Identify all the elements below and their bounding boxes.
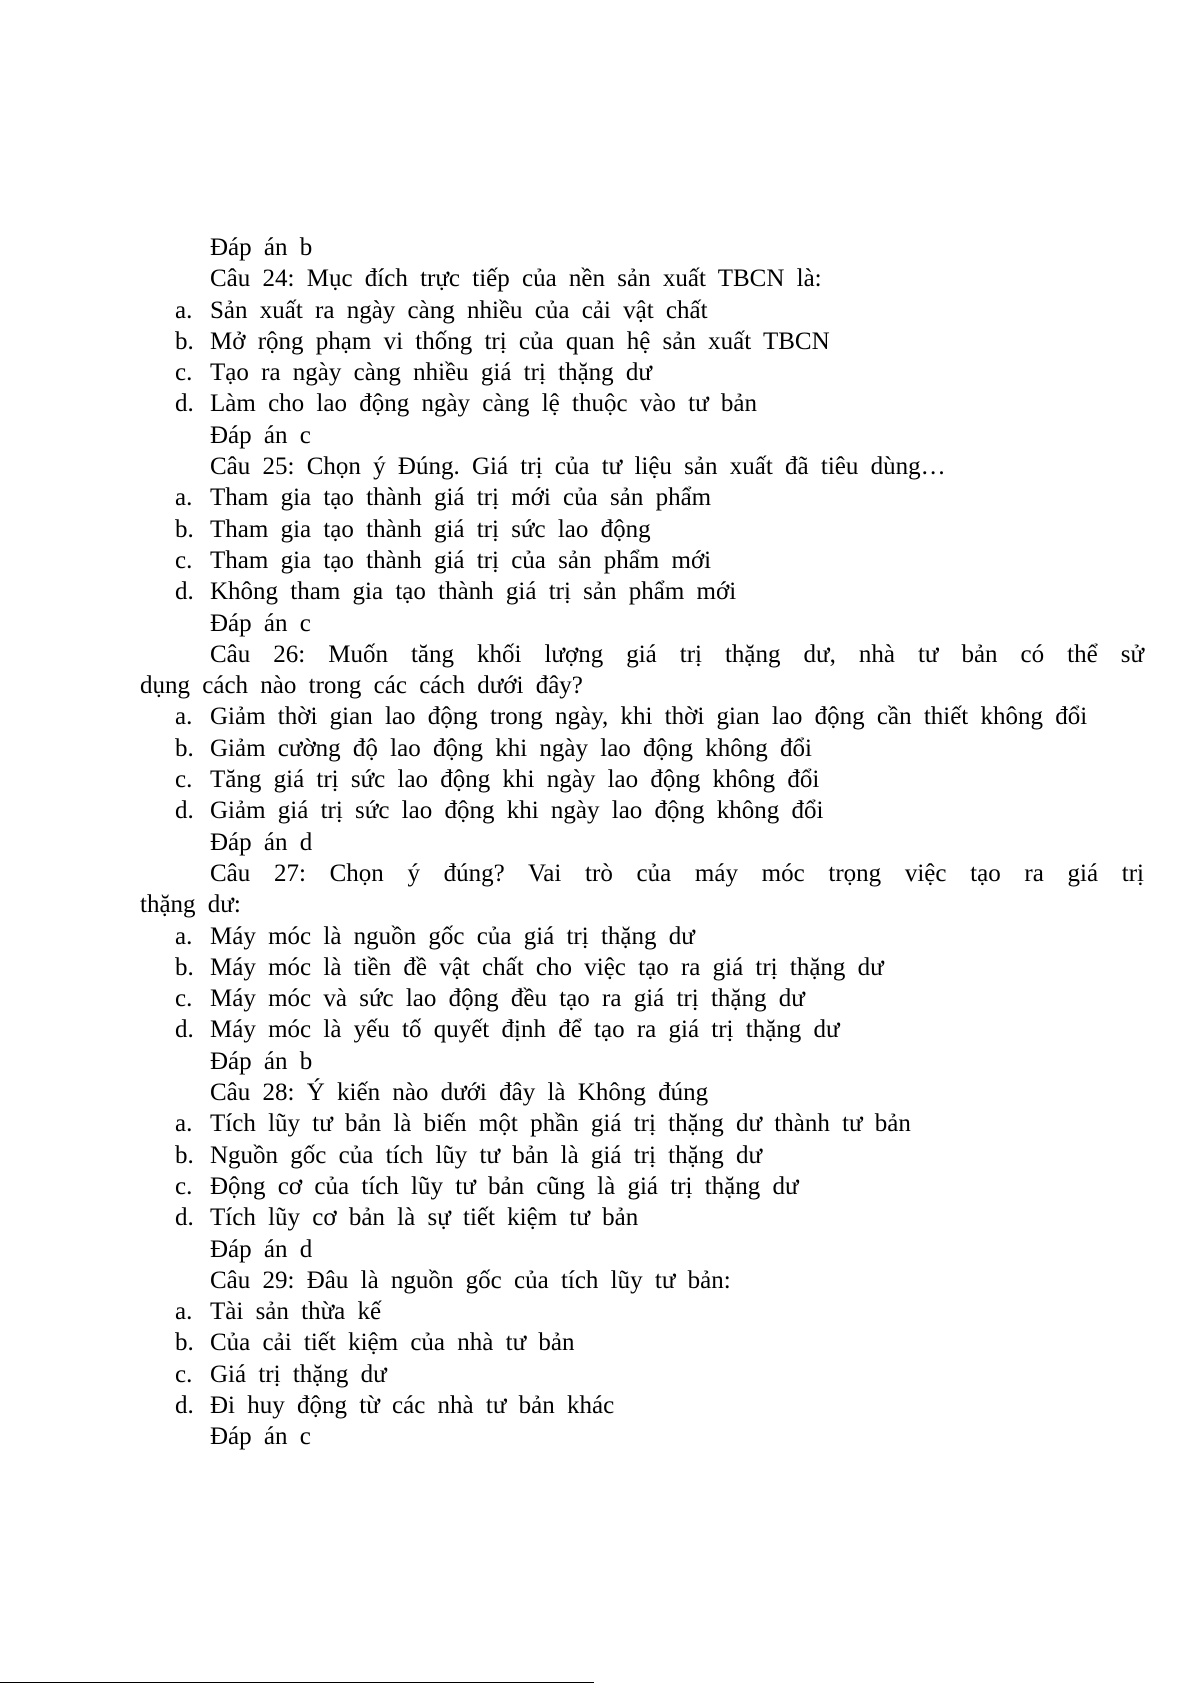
answer-line: Đáp án c	[210, 1423, 311, 1451]
option-marker: a.	[175, 484, 193, 512]
answer-line: Đáp án c	[210, 421, 311, 449]
answer-option	[140, 952, 1144, 983]
question-text: Câu 28: Ý kiến nào dưới đây là Không đúng	[210, 1079, 709, 1107]
answer-option	[140, 733, 1144, 764]
option-marker: d.	[175, 797, 194, 825]
option-text: Tích lũy tư bản là biến một phần giá trị thặng dư thành tư bản	[210, 1110, 911, 1138]
answer-option	[140, 1171, 1144, 1202]
answer-line: Đáp án b	[210, 234, 313, 261]
option-text: Máy móc là nguồn gốc của giá trị thặng dư	[210, 922, 695, 950]
option-marker: c.	[175, 546, 193, 574]
answer-option	[140, 357, 1144, 388]
option-text: Giảm thời gian lao động trong ngày, khi thời gian lao động cần thiết không đổi	[210, 703, 1088, 731]
answer-option	[140, 921, 1144, 952]
question-text: Câu 27: Chọn ý đúng? Vai trò của máy móc trọng việc tạo ra giá trị	[210, 859, 1144, 887]
document-body	[140, 232, 1144, 1453]
answer-option	[140, 795, 1144, 826]
option-marker: b.	[175, 953, 194, 981]
answer-option	[140, 1014, 1144, 1045]
option-marker: b.	[175, 1141, 194, 1169]
option-text: Sản xuất ra ngày càng nhiều của cải vật chất	[210, 296, 708, 324]
answer-option	[140, 326, 1144, 357]
option-marker: c.	[175, 985, 193, 1013]
option-text: Tăng giá trị sức lao động khi ngày lao động không đổi	[210, 766, 820, 794]
option-text: Đi huy động từ các nhà tư bản khác	[210, 1391, 615, 1419]
answer-option	[140, 1296, 1144, 1327]
option-text: Máy móc là tiền đề vật chất cho việc tạo ra giá trị thặng dư	[210, 953, 884, 981]
question-text: Câu 25: Chọn ý Đúng. Giá trị của tư liệu sản xuất đã tiêu dùng…	[210, 453, 946, 481]
option-marker: c.	[175, 1172, 193, 1200]
option-text: Tham gia tạo thành giá trị sức lao động	[210, 515, 651, 543]
option-marker: d.	[175, 1391, 194, 1419]
answer-line: Đáp án c	[210, 609, 311, 637]
option-text: Làm cho lao động ngày càng lệ thuộc vào tư bản	[210, 390, 758, 418]
option-text: Mở rộng phạm vi thống trị của quan hệ sản xuất TBCN	[210, 327, 830, 355]
question-text: Câu 26: Muốn tăng khối lượng giá trị thặng dư, nhà tư bản có thể sử	[210, 640, 1144, 668]
option-text: Giảm giá trị sức lao động khi ngày lao động không đổi	[210, 797, 824, 825]
answer-option	[140, 576, 1144, 607]
answer-option	[140, 295, 1144, 326]
option-marker: b.	[175, 327, 194, 355]
answer-option	[140, 514, 1144, 545]
option-text: Giá trị thặng dư	[210, 1360, 387, 1388]
option-text: Không tham gia tạo thành giá trị sản phẩm mới	[210, 578, 737, 606]
answer-line: Đáp án d	[210, 1235, 313, 1263]
answer-option	[140, 1108, 1144, 1139]
option-marker: a.	[175, 1110, 193, 1138]
option-marker: c.	[175, 359, 193, 387]
option-text: Nguồn gốc của tích lũy tư bản là giá trị thặng dư	[210, 1141, 763, 1169]
answer-option	[140, 388, 1144, 419]
option-marker: a.	[175, 296, 193, 324]
answer-option	[140, 1140, 1144, 1171]
option-text: Động cơ của tích lũy tư bản cũng là giá trị thặng dư	[210, 1172, 799, 1200]
answer-option	[140, 983, 1144, 1014]
answer-option	[140, 482, 1144, 513]
option-text: Máy móc và sức lao động đều tạo ra giá trị thặng dư	[210, 985, 805, 1013]
footer-rule	[0, 1682, 594, 1683]
option-marker: a.	[175, 922, 193, 950]
option-text: Giảm cường độ lao động khi ngày lao động không đổi	[210, 734, 812, 762]
option-marker: b.	[175, 1329, 194, 1357]
answer-option	[140, 1202, 1144, 1233]
option-marker: c.	[175, 766, 193, 794]
answer-option	[140, 1390, 1144, 1421]
option-marker: c.	[175, 1360, 193, 1388]
answer-option	[140, 1359, 1144, 1390]
option-text: Tài sản thừa kế	[210, 1298, 382, 1326]
option-marker: d.	[175, 1204, 194, 1232]
option-text: Tạo ra ngày càng nhiều giá trị thặng dư	[210, 359, 652, 387]
answer-option	[140, 764, 1144, 795]
answer-line: Đáp án d	[210, 828, 313, 856]
option-text: Tích lũy cơ bản là sự tiết kiệm tư bản	[210, 1204, 639, 1232]
answer-option	[140, 1327, 1144, 1358]
option-marker: b.	[175, 734, 194, 762]
question-text: Câu 24: Mục đích trực tiếp của nền sản xuất TBCN là:	[210, 265, 822, 293]
option-marker: a.	[175, 703, 193, 731]
option-text: Máy móc là yếu tố quyết định để tạo ra giá trị thặng dư	[210, 1016, 840, 1044]
option-text: Tham gia tạo thành giá trị của sản phẩm mới	[210, 546, 712, 574]
option-marker: d.	[175, 390, 194, 418]
option-marker: d.	[175, 578, 194, 606]
option-text: Tham gia tạo thành giá trị mới của sản phẩm	[210, 484, 712, 512]
answer-line: Đáp án b	[210, 1047, 313, 1075]
answer-option	[140, 701, 1144, 732]
option-text: Của cải tiết kiệm của nhà tư bản	[210, 1329, 575, 1357]
option-marker: d.	[175, 1016, 194, 1044]
question-text-continuation: dụng cách nào trong các cách dưới đây?	[140, 672, 583, 700]
option-marker: b.	[175, 515, 194, 543]
answer-option	[140, 545, 1144, 576]
option-marker: a.	[175, 1298, 193, 1326]
question-text: Câu 29: Đâu là nguồn gốc của tích lũy tư bản:	[210, 1266, 731, 1294]
question-text-continuation: thặng dư:	[140, 891, 241, 919]
